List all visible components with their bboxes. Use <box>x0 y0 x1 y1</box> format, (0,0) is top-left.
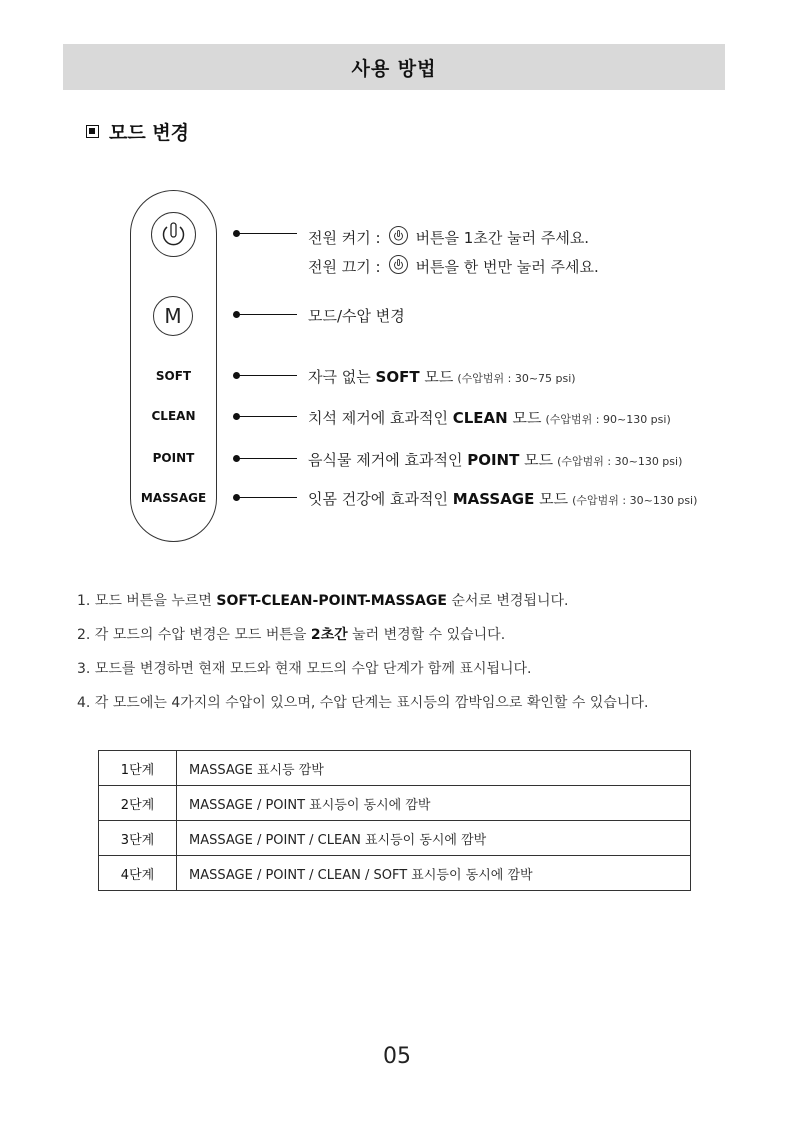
stage-desc-cell: MASSAGE / POINT 표시등이 동시에 깜박 <box>177 786 691 821</box>
stage-cell: 3단계 <box>99 821 177 856</box>
note-1-post: 순서로 변경됩니다. <box>451 593 569 609</box>
note-3-text: 3. 모드를 변경하면 현재 모드와 현재 모드의 수압 단계가 함께 표시됩니다. <box>77 661 532 677</box>
note-2-pre: 2. 각 모드의 수압 변경은 모드 버튼을 <box>77 627 307 643</box>
stage-desc-cell: MASSAGE / POINT / CLEAN / SOFT 표시등이 동시에 깜박 <box>177 856 691 891</box>
note-2-bold: 2초간 <box>310 627 348 643</box>
remote-label-point: POINT <box>152 451 195 465</box>
mode-button-illustration <box>153 296 193 336</box>
massage-post: 모드 <box>539 490 569 508</box>
massage-mode: MASSAGE <box>452 490 535 508</box>
point-pre: 음식물 제거에 효과적인 <box>308 451 463 469</box>
massage-range: (수압범위 : 30~130 psi) <box>572 494 698 507</box>
note-item <box>77 624 648 658</box>
header-bar <box>63 44 725 90</box>
callout-clean <box>308 407 671 428</box>
callout-line-power <box>233 230 297 238</box>
stage-desc-cell: MASSAGE / POINT / CLEAN 표시등이 동시에 깜박 <box>177 821 691 856</box>
callout-line-clean <box>233 413 297 421</box>
callout-line-point <box>233 455 297 463</box>
table-row <box>99 786 691 821</box>
square-bullet-icon <box>86 125 99 138</box>
note-item <box>77 658 648 692</box>
remote-illustration <box>130 190 217 542</box>
point-range: (수압범위 : 30~130 psi) <box>557 455 683 468</box>
note-2-post: 눌러 변경할 수 있습니다. <box>352 627 506 643</box>
remote-label-massage: MASSAGE <box>140 491 207 505</box>
note-item <box>77 590 648 624</box>
callout-line-massage <box>233 494 297 502</box>
callout-point <box>308 449 682 470</box>
power-icon <box>389 255 408 274</box>
table-row <box>99 751 691 786</box>
notes-list <box>77 590 648 726</box>
note-1-pre: 1. 모드 버튼을 누르면 <box>77 593 212 609</box>
section-title: 모드 변경 <box>109 122 190 144</box>
power-on-text: 버튼을 1초간 눌러 주세요. <box>415 229 590 247</box>
soft-pre: 자극 없는 <box>308 368 371 386</box>
power-off-label: 전원 끄기 : <box>308 258 381 276</box>
callout-mode <box>308 305 405 326</box>
stage-cell: 1단계 <box>99 751 177 786</box>
table-row <box>99 821 691 856</box>
clean-range: (수압범위 : 90~130 psi) <box>545 413 671 426</box>
callout-line-soft <box>233 372 297 380</box>
clean-pre: 치석 제거에 효과적인 <box>308 409 448 427</box>
stages-table <box>98 750 691 891</box>
soft-post: 모드 <box>424 368 454 386</box>
page-number: 05 <box>383 1044 411 1069</box>
callout-line-mode <box>233 311 297 319</box>
page-title: 사용 방법 <box>351 57 437 80</box>
clean-post: 모드 <box>512 409 542 427</box>
callout-massage <box>308 488 697 509</box>
soft-mode: SOFT <box>375 368 420 386</box>
point-post: 모드 <box>524 451 554 469</box>
stage-desc-cell: MASSAGE 표시등 깜박 <box>177 751 691 786</box>
power-icon <box>152 213 195 256</box>
note-item <box>77 692 648 726</box>
remote-label-soft: SOFT <box>155 369 192 383</box>
power-off-text: 버튼을 한 번만 눌러 주세요. <box>415 258 599 276</box>
table-row <box>99 856 691 891</box>
mode-change-text: 모드/수압 변경 <box>308 307 405 325</box>
power-on-label: 전원 켜기 : <box>308 229 381 247</box>
point-mode: POINT <box>467 451 520 469</box>
power-button-illustration <box>151 212 196 257</box>
soft-range: (수압범위 : 30~75 psi) <box>457 372 576 385</box>
clean-mode: CLEAN <box>452 409 508 427</box>
massage-pre: 잇몸 건강에 효과적인 <box>308 490 448 508</box>
remote-label-clean: CLEAN <box>151 409 196 423</box>
power-icon <box>389 226 408 245</box>
stage-cell: 2단계 <box>99 786 177 821</box>
stage-cell: 4단계 <box>99 856 177 891</box>
callout-power-off <box>308 253 599 277</box>
mode-button-letter: M <box>164 304 182 328</box>
callout-power-on <box>308 224 589 248</box>
note-4-text: 4. 각 모드에는 4가지의 수압이 있으며, 수압 단계는 표시등의 깜박임으로 확인할 수 있습니다. <box>77 695 649 711</box>
note-1-bold: SOFT-CLEAN-POINT-MASSAGE <box>216 593 447 609</box>
section-heading <box>86 118 189 145</box>
callout-soft <box>308 366 576 387</box>
